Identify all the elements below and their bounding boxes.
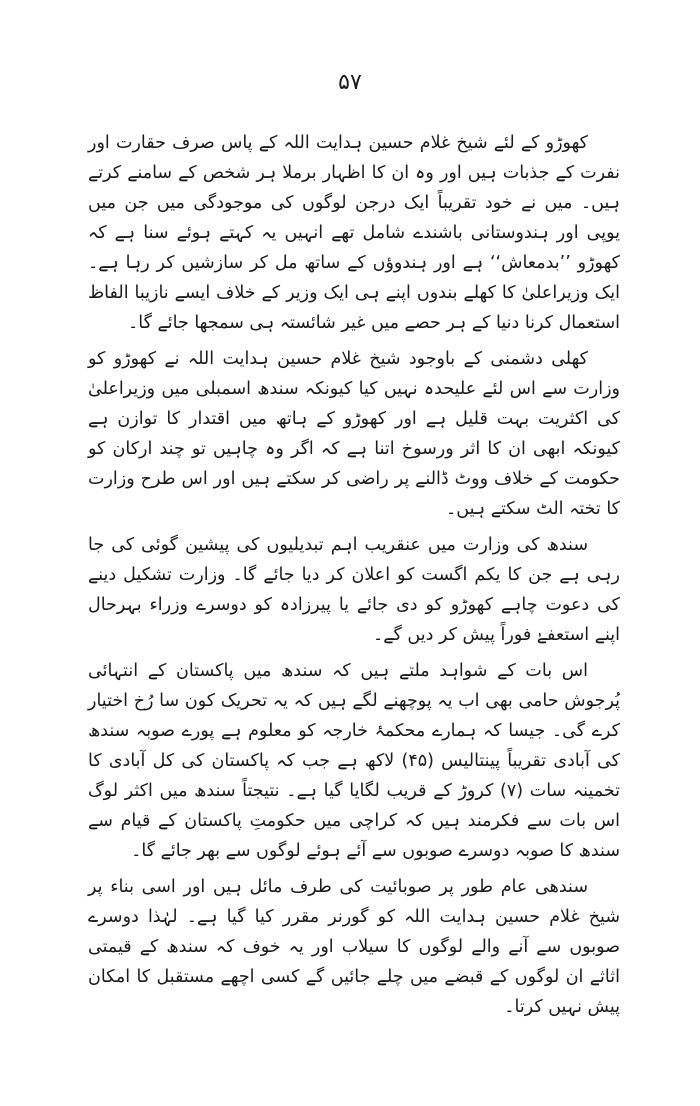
page-body — [88, 128, 620, 1022]
page-number: ۵۷ — [338, 70, 362, 95]
paragraph-3: سندھ کی وزارت میں عنقریب اہم تبدیلیوں کی پیشین گوئی کی جا رہی ہے جن کا یکم اگست کو اعلان کر دیا جائے گا۔ وزارت تشکیل دینے کی دعوت چاہے کھوڑو کو دی جائے یا پیرزادہ کو دوسرے وزراء بہرحال اپنے استعفےٰ فوراً پیش کر دیں گے۔ — [88, 535, 620, 645]
paragraph-5: سندھی عام طور پر صوبائیت کی طرف مائل ہیں اور اسی بناء پر شیخ غلام حسین ہدایت اللہ کو گورنر مقرر کیا گیا ہے۔ لہٰذا دوسرے صوبوں سے آنے والے لوگوں کا سیلاب اور یہ خوف کہ سندھ کے قیمتی اثاثے ان لوگوں کے قبضے میں چلے جائیں گے کسی اچھے مستقبل کا امکان پیش نہیں کرتا۔ — [88, 877, 620, 1017]
paragraph-4: اس بات کے شواہد ملتے ہیں کہ سندھ میں پاکستان کے انتہائی پُرجوش حامی بھی اب یہ پوچھنے لگے ہیں کہ یہ تحریک کون سا رُخ اختیار کرے گی۔ جیسا کہ ہمارے محکمۂ خارجہ کو معلوم ہے پورے صوبہ سندھ کی آبادی تقریباً پینتالیس (۴۵) لاکھ ہے جب کہ پاکستان کی کل آبادی کا تخمینہ سات (۷) کروڑ کے قریب لگایا گیا ہے۔ نتیجتاً سندھ میں اکثر لوگ اس بات سے فکرمند ہیں کہ کراچی میں حکومتِ پاکستان کے قیام سے سندھ کا صوبہ دوسرے صوبوں سے آئے ہوئے لوگوں سے بھر جائے گا۔ — [88, 661, 621, 861]
paragraph-2: کھلی دشمنی کے باوجود شیخ غلام حسین ہدایت اللہ نے کھوڑو کو وزارت سے اس لئے علیحدہ نہیں کیا کیونکہ سندھ اسمبلی میں وزیراعلیٰ کی اکثریت بہت قلیل ہے اور کھوڑو کے ہاتھ میں اقتدار کا توازن ہے کیونکہ ابھی ان کا اثر ورسوخ اتنا ہے کہ اگر وہ چاہیں تو چند ارکان کو حکومت کے خلاف ووٹ ڈالنے پر راضی کر سکتے ہیں اور اس طرح وزارت کا تختہ الٹ سکتے ہیں۔ — [88, 349, 620, 519]
paragraph-1: کھوڑو کے لئے شیخ غلام حسین ہدایت اللہ کے پاس صرف حقارت اور نفرت کے جذبات ہیں اور وہ ان کا اظہار برملا ہر شخص کے سامنے کرتے ہیں۔ میں نے خود تقریباً ایک درجن لوگوں کی موجودگی میں جن میں یوپی اور ہندوستانی باشندے شامل تھے انہیں یہ کہتے ہوئے سنا ہے کہ کھوڑو ’’بدمعاش‘‘ ہے اور ہندوؤں کے ساتھ مل کر سازشیں کر رہا ہے۔ ایک وزیراعلیٰ کا کھلے بندوں اپنے ہی ایک وزیر کے خلاف ایسے نازیبا الفاظ استعمال کرنا دنیا کے ہر حصے میں غیر شائستہ ہی سمجھا جائے گا۔ — [88, 133, 620, 333]
